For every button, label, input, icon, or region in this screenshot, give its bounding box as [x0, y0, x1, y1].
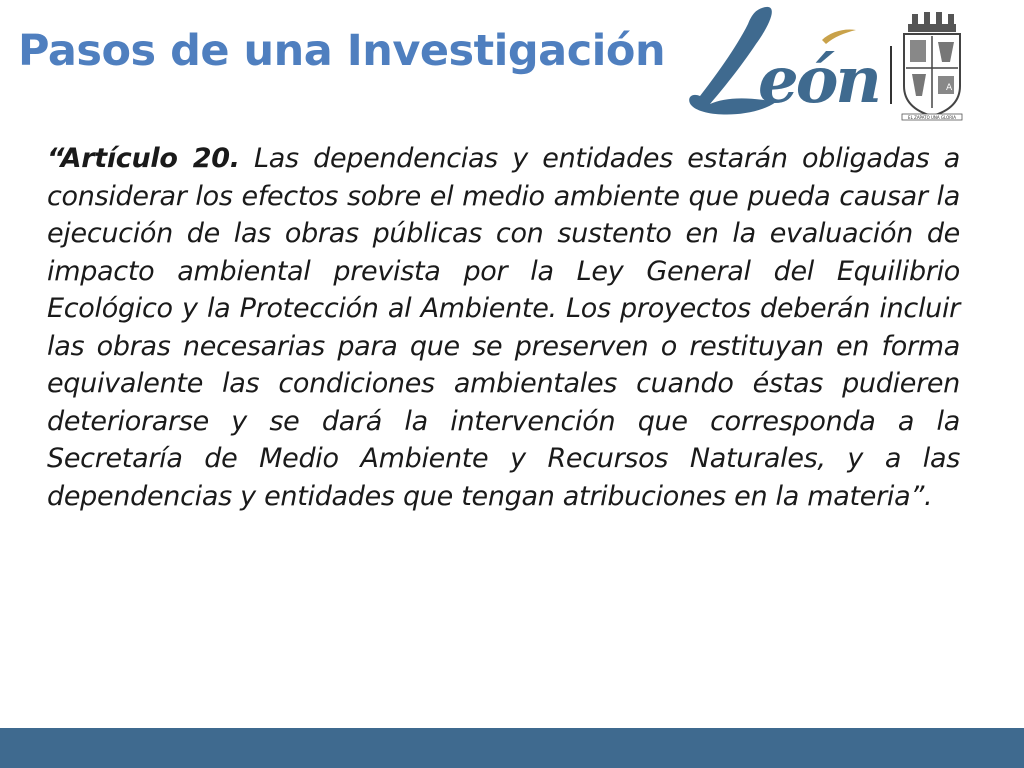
leon-logo-wordmark — [684, 0, 894, 120]
article-quote — [47, 140, 960, 515]
logo-divider — [890, 46, 892, 104]
article-heading: “Artículo 20. — [47, 143, 240, 174]
leon-accent-mark — [822, 29, 856, 44]
leon-wordmark-rest: eón — [758, 43, 879, 118]
footer-bar — [0, 728, 1024, 768]
slide-title: Pasos de una Investigación — [18, 26, 666, 76]
article-text: Las dependencias y entidades estarán obligadas a considerar los efectos sobre el medio ambiente que pueda causar la ejecución de las obras públicas con sustento en la evaluación de impacto ambiental prevista por la Ley General del Equilibrio Ecológico y la Protección al Ambiente. Los proyectos deberán incluir las obras necesarias para que se preserven o restituyan en forma equivalente las condiciones ambientales cuando éstas pudieren deteriorarse y se dará la intervención que corresponda a la Secretaría de Medio Ambiente y Recursos Naturales, y a las dependencias y entidades que tengan atribuciones en la materia”. — [47, 143, 960, 512]
coat-of-arms-motto: EL ZAPATO UNA GLORIA — [908, 115, 956, 120]
svg-text:A: A — [946, 83, 953, 93]
coat-of-arms-icon — [898, 10, 966, 122]
